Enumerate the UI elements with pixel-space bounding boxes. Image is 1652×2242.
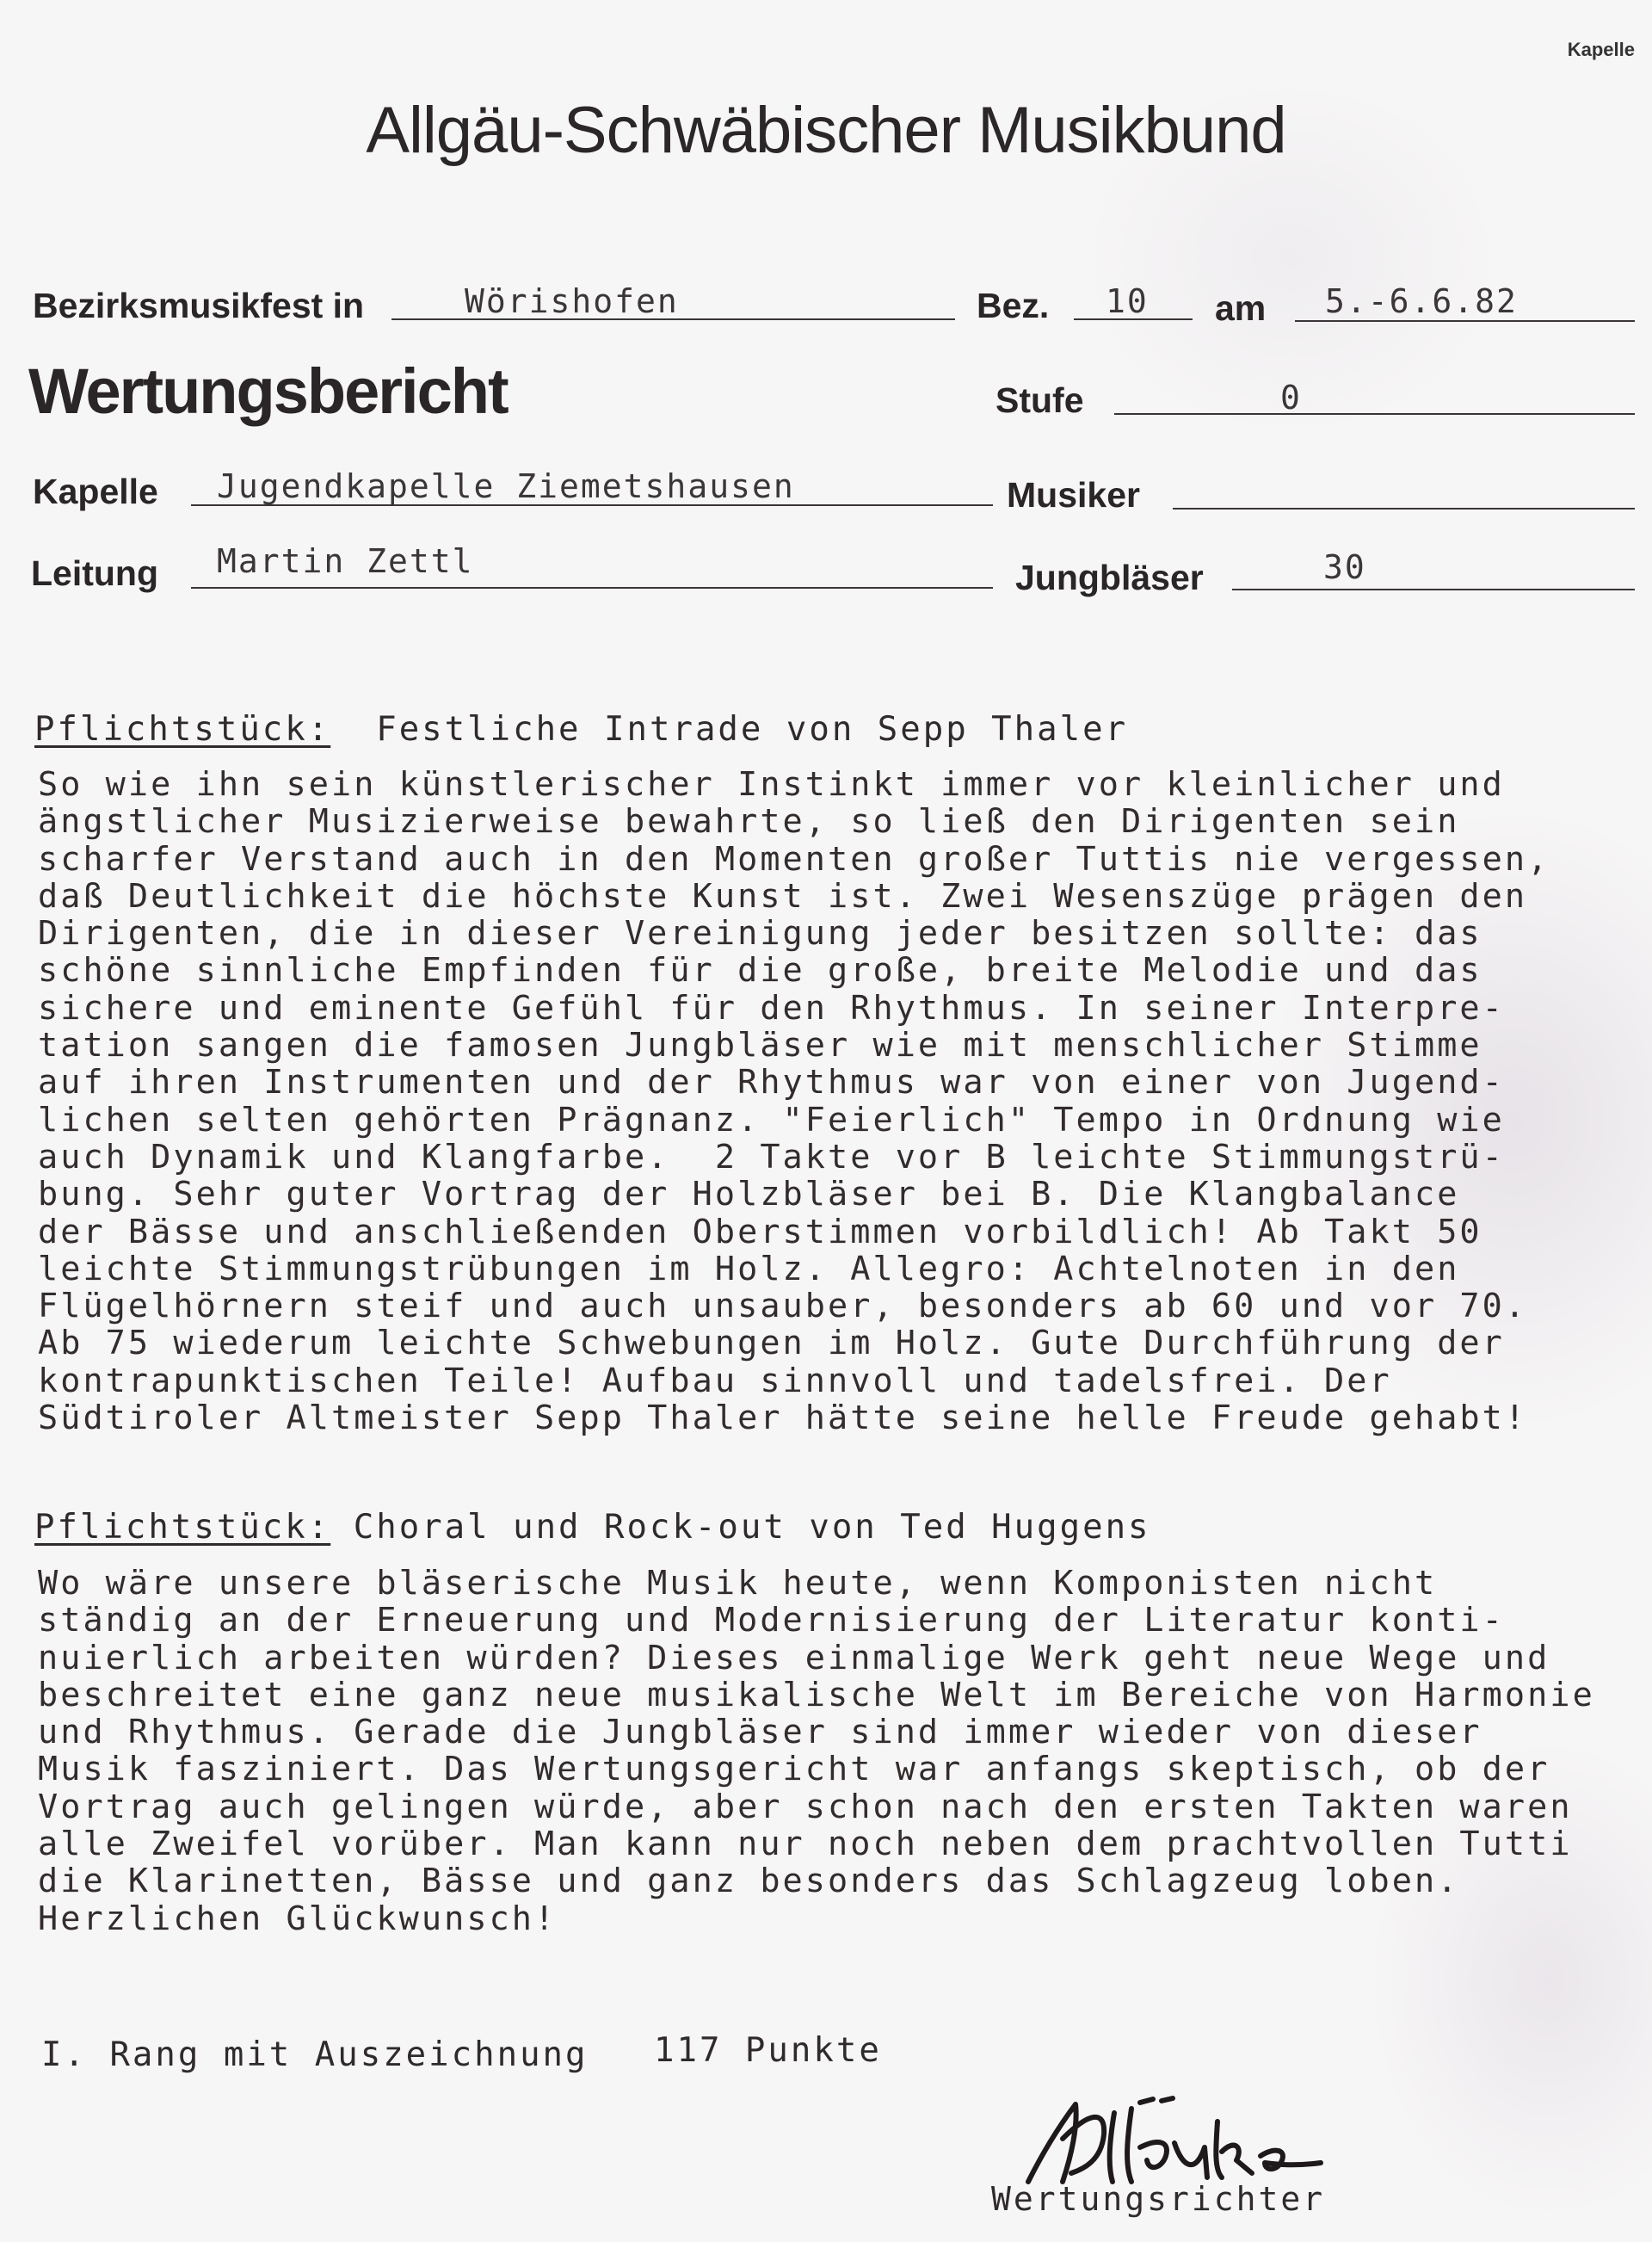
stufe-label: Stufe — [996, 380, 1084, 420]
jungblaeser-label: Jungbläser — [1015, 558, 1204, 597]
text-line: Vortrag auch gelingen würde, aber schon nach den ersten Takten waren — [38, 1787, 1573, 1826]
leitung-label: Leitung — [31, 553, 159, 593]
text-line: daß Deutlichkeit die höchste Kunst ist. Zwei Wesenszüge prägen den — [38, 876, 1528, 916]
piece-2-heading-title: Choral und Rock-out von Ted Huggens — [353, 1508, 1151, 1547]
points-text: 117 Punkte — [654, 2031, 882, 2070]
text-line: beschreitet eine ganz neue musikalische Welt im Bereiche von Harmonie — [38, 1675, 1595, 1714]
text-line: die Klarinetten, Bässe und ganz besonders das Schlagzeug loben. — [38, 1862, 1460, 1901]
piece-2-heading — [34, 1508, 1151, 1547]
piece-1-heading-label: Pflichtstück: — [34, 710, 331, 749]
text-line: scharfer Verstand auch in den Momenten großer Tuttis nie vergessen, — [38, 839, 1550, 879]
piece-1-heading-title: Festliche Intrade von Sepp Thaler — [376, 710, 1129, 749]
text-line: der Bässe und anschließenden Oberstimmen vorbildlich! Ab Takt 50 — [38, 1212, 1482, 1251]
text-line: schöne sinnliche Empfinden für die große, breite Melodie und das — [38, 951, 1482, 991]
text-line: Wo wäre unsere bläserische Musik heute, wenn Komponisten nicht — [38, 1564, 1438, 1603]
text-line: alle Zweifel vorüber. Man kann nur noch neben dem prachtvollen Tutti — [38, 1825, 1573, 1864]
musiker-line — [1173, 508, 1635, 510]
kapelle-label: Kapelle — [33, 472, 158, 511]
text-line: tation sangen die famosen Jungbläser wie mit menschlicher Stimme — [38, 1026, 1482, 1065]
piece-1-text — [38, 766, 1621, 1436]
text-line: leichte Stimmungstrübungen im Holz. Allegro: Achtelnoten in den — [38, 1249, 1460, 1288]
stufe-value: 0 — [1280, 379, 1302, 417]
text-line: Dirigenten, die in dieser Vereinigung jeder besitzen sollte: das — [38, 914, 1482, 954]
text-line: und Rhythmus. Gerade die Jungbläser sind immer wieder von dieser — [38, 1713, 1482, 1752]
corner-label: Kapelle — [1567, 39, 1635, 60]
text-line: Herzlichen Glückwunsch! — [38, 1899, 558, 1938]
text-line: auch Dynamik und Klangfarbe. 2 Takte vor B leichte Stimmungstrü- — [38, 1137, 1505, 1177]
jungblaeser-value: 30 — [1323, 548, 1366, 586]
musiker-label: Musiker — [1007, 475, 1140, 515]
bez-value: 10 — [1106, 282, 1149, 320]
report-title: Wertungsbericht — [28, 355, 508, 427]
leitung-line — [191, 587, 993, 589]
text-line: auf ihren Instrumenten und der Rhythmus war von einer von Jugend- — [38, 1063, 1505, 1102]
am-label: am — [1215, 288, 1267, 328]
text-line: kontrapunktischen Teile! Aufbau sinnvoll und tadelsfrei. Der — [38, 1361, 1392, 1400]
piece-2-heading-label: Pflichtstück: — [34, 1508, 331, 1547]
organization-title: Allgäu-Schwäbischer Musikbund — [366, 94, 1286, 167]
text-line: lichen selten gehörten Prägnanz. "Feierlich" Tempo in Ordnung wie — [38, 1100, 1505, 1140]
jungblaeser-line — [1232, 589, 1635, 590]
text-line: ängstlicher Musizierweise bewahrte, so ließ den Dirigenten sein — [38, 802, 1460, 842]
piece-2-text — [38, 1565, 1621, 1937]
signature-label: Wertungsrichter — [991, 2180, 1326, 2218]
rank-text: I. Rang mit Auszeichnung — [41, 2035, 589, 2074]
leitung-value: Martin Zettl — [217, 542, 474, 580]
bez-label: Bez. — [977, 286, 1050, 325]
kapelle-value: Jugendkapelle Ziemetshausen — [217, 467, 795, 505]
fest-place-value: Wörishofen — [465, 282, 679, 320]
date-value: 5.-6.6.82 — [1325, 282, 1518, 320]
text-line: Südtiroler Altmeister Sepp Thaler hätte seine helle Freude gehabt! — [38, 1399, 1528, 1438]
text-line: sichere und eminente Gefühl für den Rhythmus. In seiner Interpre- — [38, 988, 1505, 1028]
piece-1-heading — [34, 710, 1128, 749]
date-line — [1295, 320, 1635, 322]
text-line: Ab 75 wiederum leichte Schwebungen im Holz. Gute Durchführung der — [38, 1324, 1505, 1363]
fest-label: Bezirksmusikfest in — [33, 286, 365, 325]
text-line: So wie ihn sein künstlerischer Instinkt immer vor kleinlicher und — [38, 765, 1505, 804]
text-line: Musik fasziniert. Das Wertungsgericht war anfangs skeptisch, ob der — [38, 1750, 1550, 1789]
text-line: ständig an der Erneuerung und Modernisierung der Literatur konti- — [38, 1601, 1505, 1640]
text-line: bung. Sehr guter Vortrag der Holzbläser bei B. Die Klangbalance — [38, 1175, 1460, 1214]
text-line: nuierlich arbeiten würden? Dieses einmalige Werk geht neue Wege und — [38, 1638, 1550, 1677]
stufe-line — [1114, 413, 1635, 415]
text-line: Flügelhörnern steif und auch unsauber, besonders ab 60 und vor 70. — [38, 1287, 1528, 1326]
